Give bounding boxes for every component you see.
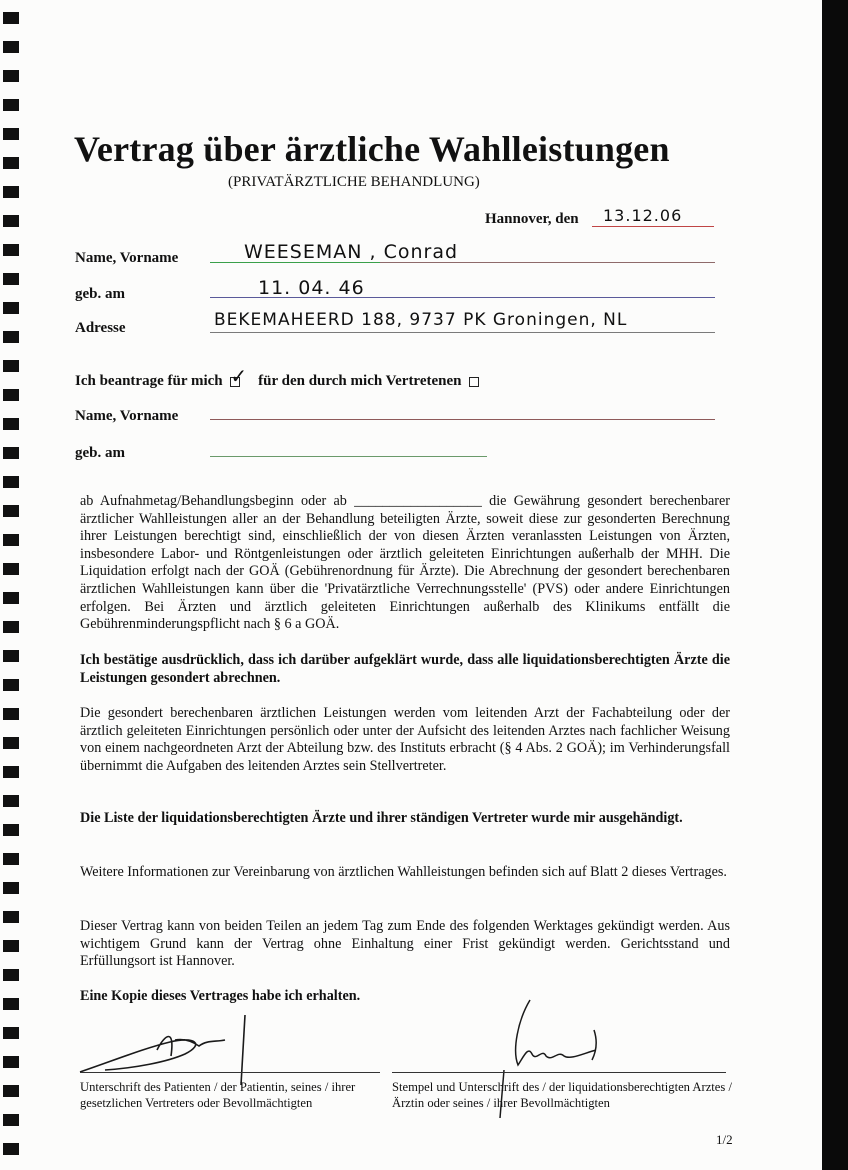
- binding-hole: [3, 621, 19, 633]
- request-self-text: Ich beantrage für mich: [75, 373, 223, 389]
- binding-hole: [3, 737, 19, 749]
- born-value[interactable]: 11. 04. 46: [258, 277, 365, 299]
- paragraph-terms: ab Aufnahmetag/Behandlungsbeginn oder ab __________________ die Gewährung gesondert berechenbarer ärztlicher Wahlleistungen aller an der Behandlung beteiligten Ärzte, soweit diese zur gesonderten Berechnung ihrer Leistungen berechtigt sind, einschließlich der von diesen Ärzten veranlassten Leistungen von Ärzten, insbesondere Labor- und Röntgenleistungen oder ärztlich geleiteten Einrichtungen außerhalb der MHH. Die Liquidation erfolgt nach der GOÄ (Gebührenordnung für Ärzte). Die Abrechnung der gesondert berechenbaren ärztlichen Wahlleistungen kann über die 'Privatärztliche Verrechnungsstelle' (PVS) oder andere Einrichtungen erfolgen. Bei Ärzten und ärztlich geleiteten Einrichtungen außerhalb des Klinikums entfällt die Gebührenminderungspflicht nach § 6 a GOÄ.: [80, 493, 730, 633]
- paragraph-services: Die gesondert berechenbaren ärztlichen Leistungen werden vom leitenden Arzt der Fachabteilung oder der ärztlich geleiteten Einrichtungen persönlich oder unter der Aufsicht des leitenden Arztes nach fachlicher Weisung von einem nachgeordneten Arzt der Abteilung bzw. des Instituts erbracht (§ 4 Abs. 2 GOÄ); im Verhinderungsfall übernimmt die Aufgaben des leitenden Arztes sein Stellvertreter.: [80, 705, 730, 774]
- binding-hole: [3, 302, 19, 314]
- binding-hole: [3, 911, 19, 923]
- binding-hole: [3, 186, 19, 198]
- address-line: [210, 332, 715, 333]
- paragraph-termination: Dieser Vertrag kann von beiden Teilen an jedem Tag zum Ende des folgenden Werktages gekündigt werden. Aus wichtigem Grund kann der Vertrag ohne Einhaltung einer Frist gekündigt werden. Gerichtsstand und Erfüllungsort ist Hannover.: [80, 918, 730, 970]
- binding-hole: [3, 824, 19, 836]
- rep-name-label: Name, Vorname: [75, 408, 179, 424]
- patient-signature-caption: Unterschrift des Patienten / der Patientin, seines / ihrer gesetzlichen Vertreters oder Bevollmächtigten: [80, 1080, 356, 1110]
- name-value[interactable]: WEESEMAN , Conrad: [244, 241, 459, 263]
- binding-hole: [3, 679, 19, 691]
- date-line: [592, 226, 714, 227]
- binding-hole: [3, 766, 19, 778]
- binding-hole: [3, 1114, 19, 1126]
- binding-hole: [3, 969, 19, 981]
- address-label: Adresse: [75, 320, 126, 336]
- binding-hole: [3, 1143, 19, 1155]
- binding-hole: [3, 1085, 19, 1097]
- address-value[interactable]: BEKEMAHEERD 188, 9737 PK Groningen, NL: [214, 310, 628, 330]
- binding-hole: [3, 650, 19, 662]
- patient-signature-line[interactable]: [80, 1072, 380, 1073]
- binding-hole: [3, 99, 19, 111]
- binding-holes: [0, 0, 24, 1170]
- rep-born-line[interactable]: [210, 456, 487, 457]
- paragraph-copy-received: Eine Kopie dieses Vertrages habe ich erhalten.: [80, 988, 361, 1004]
- binding-hole: [3, 505, 19, 517]
- binding-hole: [3, 1027, 19, 1039]
- rep-checkbox[interactable]: [469, 377, 479, 387]
- binding-hole: [3, 998, 19, 1010]
- binding-hole: [3, 853, 19, 865]
- binding-hole: [3, 534, 19, 546]
- binding-hole: [3, 563, 19, 575]
- document-subtitle: (PRIVATÄRZTLICHE BEHANDLUNG): [228, 174, 480, 190]
- doctor-signature-caption: Stempel und Unterschrift des / der liquidationsberechtigten Arztes / Ärztin oder seines / ihrer Bevollmächtigten: [392, 1080, 732, 1110]
- binding-hole: [3, 592, 19, 604]
- rep-born-label: geb. am: [75, 445, 125, 461]
- paragraph-confirmation: Ich bestätige ausdrücklich, dass ich darüber aufgeklärt wurde, dass alle liquidationsberechtigten Ärzte die Leistungen gesondert abrechnen.: [80, 652, 730, 686]
- binding-hole: [3, 70, 19, 82]
- page-number: 1/2: [716, 1132, 733, 1147]
- name-label: Name, Vorname: [75, 250, 179, 266]
- self-checkbox[interactable]: [230, 363, 248, 388]
- binding-hole: [3, 360, 19, 372]
- doctor-signature-line[interactable]: [392, 1072, 726, 1073]
- rep-name-line[interactable]: [210, 419, 715, 420]
- binding-hole: [3, 244, 19, 256]
- paragraph-more-info: Weitere Informationen zur Vereinbarung von ärztlichen Wahlleistungen befinden sich auf Blatt 2 dieses Vertrages.: [80, 864, 727, 880]
- patient-signature: [75, 1010, 275, 1090]
- paragraph-list-handed: Die Liste der liquidationsberechtigten Ärzte und ihrer ständigen Vertreter wurde mir ausgehändigt.: [80, 810, 683, 826]
- binding-hole: [3, 1056, 19, 1068]
- scan-edge: [822, 0, 848, 1170]
- document-title: Vertrag über ärztliche Wahlleistungen: [74, 129, 670, 169]
- binding-hole: [3, 157, 19, 169]
- binding-hole: [3, 940, 19, 952]
- born-label: geb. am: [75, 286, 125, 302]
- binding-hole: [3, 708, 19, 720]
- binding-hole: [3, 331, 19, 343]
- binding-hole: [3, 882, 19, 894]
- request-rep-text: für den durch mich Vertretenen: [258, 373, 462, 389]
- binding-hole: [3, 795, 19, 807]
- binding-hole: [3, 418, 19, 430]
- binding-hole: [3, 128, 19, 140]
- binding-hole: [3, 273, 19, 285]
- place-date-label: Hannover, den: [485, 211, 579, 227]
- binding-hole: [3, 41, 19, 53]
- binding-hole: [3, 389, 19, 401]
- request-line: [75, 363, 479, 390]
- date-value[interactable]: 13.12.06: [603, 206, 683, 225]
- binding-hole: [3, 476, 19, 488]
- check-mark-icon: ✓: [230, 363, 248, 388]
- binding-hole: [3, 447, 19, 459]
- binding-hole: [3, 215, 19, 227]
- binding-hole: [3, 12, 19, 24]
